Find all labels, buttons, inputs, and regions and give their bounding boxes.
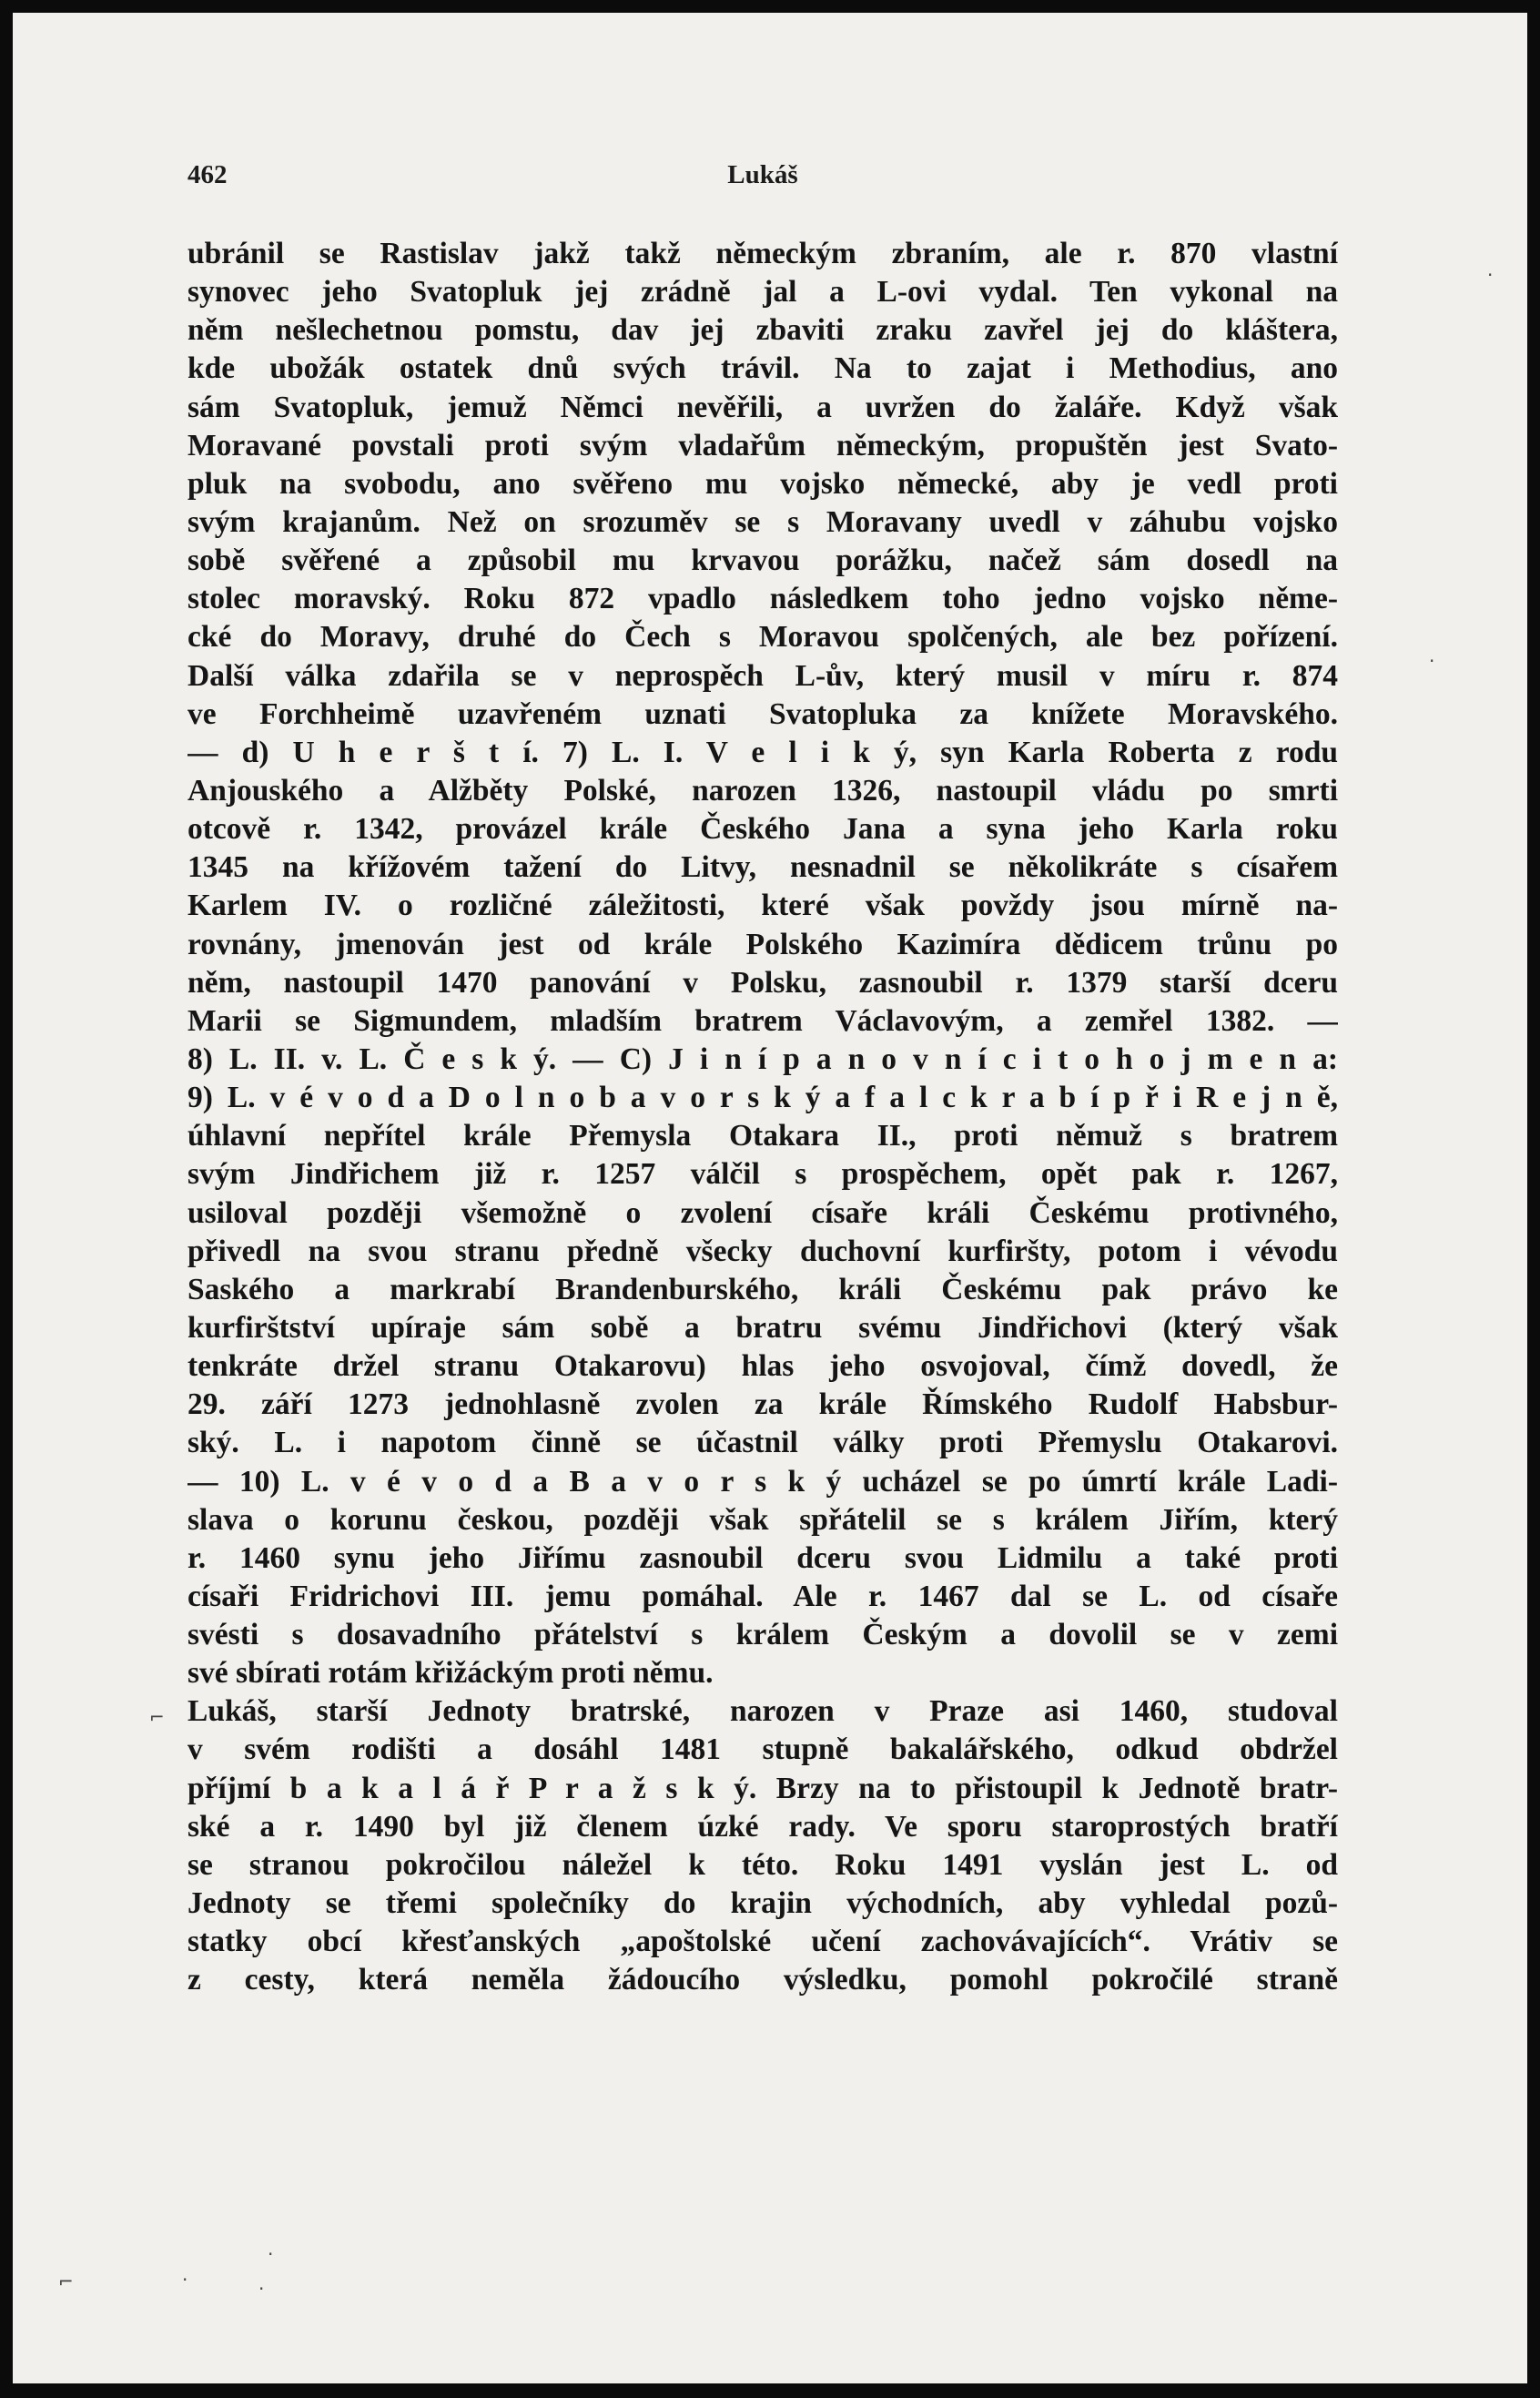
- text-line: cké do Moravy, druhé do Čech s Moravou spolčených, ale bez pořízení.: [187, 620, 1338, 655]
- text-line: 1345 na křížovém tažení do Litvy, nesnadnil se několikráte s císařem: [187, 850, 1338, 885]
- text-line: 9) L. v é v o d a D o l n o b a v o r s k ý a f a l c k r a b í p ř i R e j n ě,: [187, 1081, 1338, 1115]
- text-line: císaři Fridrichovi III. jemu pomáhal. Ale r. 1467 dal se L. od císaře: [187, 1579, 1338, 1613]
- text-line: 29. září 1273 jednohlasně zvolen za krále Římského Rudolf Habsbur-: [187, 1387, 1338, 1422]
- text-line: Karlem IV. o rozličné záležitosti, které však povždy jsou mírně na-: [187, 889, 1338, 923]
- text-line: něm nešlechetnou pomstu, dav jej zbaviti zraku zavřel jej do kláštera,: [187, 313, 1338, 348]
- text-line: — 10) L. v é v o d a B a v o r s k ý ucházel se po úmrtí krále Ladi-: [187, 1464, 1338, 1499]
- text-line: něm, nastoupil 1470 panování v Polsku, zasnoubil r. 1379 starší dceru: [187, 965, 1338, 1000]
- text-line: pluk na svobodu, ano svěřeno mu vojsko německé, aby je vedl proti: [187, 466, 1338, 501]
- text-line: svým Jindřichem již r. 1257 válčil s prospěchem, opět pak r. 1267,: [187, 1157, 1338, 1192]
- running-head: Lukáš: [727, 160, 798, 189]
- text-line: své sbírati rotám křižáckým proti němu.: [187, 1656, 714, 1691]
- text-line: r. 1460 synu jeho Jiřímu zasnoubil dceru svou Lidmilu a také proti: [187, 1540, 1338, 1575]
- text-line-entry-start: Lukáš, starší Jednoty bratrské, narozen v Praze asi 1460, studoval: [187, 1694, 1338, 1729]
- text-line: stolec moravský. Roku 872 vpadlo následkem toho jedno vojsko něme-: [187, 582, 1338, 616]
- text-line: příjmí b a k a l á ř P r a ž s k ý. Brzy na to přistoupil k Jednotě bratr-: [187, 1771, 1338, 1805]
- text-line: slava o korunu českou, později však spřátelil se s králem Jiřím, který: [187, 1502, 1338, 1537]
- page-number: 462: [187, 160, 228, 189]
- text-line: Moravané povstali proti svým vladařům německým, propuštěn jest Svato-: [187, 428, 1338, 462]
- text-line: svým krajanům. Než on srozuměv se s Moravany uvedl v záhubu vojsko: [187, 504, 1338, 539]
- scan-speck: ⌐: [58, 2271, 74, 2292]
- scanned-page: [13, 13, 1527, 2383]
- text-line: kurfirštství upíraje sám sobě a bratru svému Jindřichovi (který však: [187, 1310, 1338, 1345]
- text-line: Jednoty se třemi společníky do krajin východních, aby vyhledal pozů-: [187, 1886, 1338, 1921]
- text-line: z cesty, která neměla žádoucího výsledku, pomohl pokročilé straně: [187, 1963, 1338, 1997]
- text-line: kde ubožák ostatek dnů svých trávil. Na to zajat i Methodius, ano: [187, 351, 1338, 386]
- text-line: statky obcí křesťanských „apoštolské učení zachovávajících“. Vrátiv se: [187, 1925, 1338, 1959]
- text-line: se stranou pokročilou náležel k této. Roku 1491 vyslán jest L. od: [187, 1847, 1338, 1882]
- text-line: ve Forchheimě uzavřeném uznati Svatopluka za knížete Moravského.: [187, 696, 1338, 731]
- scan-speck: ⌐: [149, 1706, 165, 1728]
- text-line: přivedl na svou stranu předně všecky duchovní kurfiršty, potom i vévodu: [187, 1234, 1338, 1268]
- text-line: Marii se Sigmundem, mladším bratrem Václavovým, a zemřel 1382. —: [187, 1003, 1338, 1038]
- scan-speck: ·: [1429, 650, 1435, 672]
- text-line: ubránil se Rastislav jakž takž německým zbraním, ale r. 870 vlastní: [187, 237, 1338, 270]
- text-line: 8) L. II. v. L. Č e s k ý. — C) J i n í p a n o v n í c i t o h o j m e n a:: [187, 1042, 1338, 1076]
- text-line: svésti s dosavadního přátelství s králem Českým a dovolil se v zemi: [187, 1618, 1338, 1652]
- text-line: ské a r. 1490 byl již členem úzké rady. Ve sporu staroprostých bratří: [187, 1809, 1338, 1844]
- text-line: Anjouského a Alžběty Polské, narozen 1326, nastoupil vládu po smrti: [187, 773, 1338, 808]
- scan-speck: ·: [258, 2278, 265, 2300]
- text-line: v svém rodišti a dosáhl 1481 stupně bakalářského, odkud obdržel: [187, 1732, 1338, 1767]
- text-line: úhlavní nepřítel krále Přemysla Otakara II., proti němuž s bratrem: [187, 1119, 1338, 1153]
- scan-speck: ·: [268, 2243, 274, 2265]
- text-line: Další válka zdařila se v neprospěch L-ův, který musil v míru r. 874: [187, 658, 1338, 693]
- text-line: tenkráte držel stranu Otakarovu) hlas jeho osvojoval, čímž dovedl, že: [187, 1349, 1338, 1384]
- text-line: otcově r. 1342, provázel krále Českého Jana a syna jeho Karla roku: [187, 812, 1338, 847]
- text-line: ský. L. i napotom činně se účastnil války proti Přemyslu Otakarovi.: [187, 1426, 1338, 1460]
- text-line: — d) U h e r š t í. 7) L. I. V e l i k ý, syn Karla Roberta z rodu: [187, 735, 1338, 769]
- text-line: usiloval později všemožně o zvolení císaře králi Českému protivného,: [187, 1195, 1338, 1230]
- text-line: synovec jeho Svatopluk jej zrádně jal a L-ovi vydal. Ten vykonal na: [187, 275, 1338, 310]
- text-line: sám Svatopluk, jemuž Němci nevěřili, a uvržen do žaláře. Když však: [187, 390, 1338, 424]
- scan-speck: ·: [182, 2269, 188, 2291]
- text-line: sobě svěřené a způsobil mu krvavou porážku, načež sám dosedl na: [187, 544, 1338, 578]
- page-header: [187, 160, 1338, 206]
- text-line: rovnány, jmenován jest od krále Polského Kazimíra dědicem trůnu po: [187, 927, 1338, 961]
- scan-speck: ·: [1487, 264, 1494, 286]
- body-text: [187, 235, 1338, 1999]
- text-line: Saského a markrabí Brandenburského, králi Českému pak právo ke: [187, 1272, 1338, 1306]
